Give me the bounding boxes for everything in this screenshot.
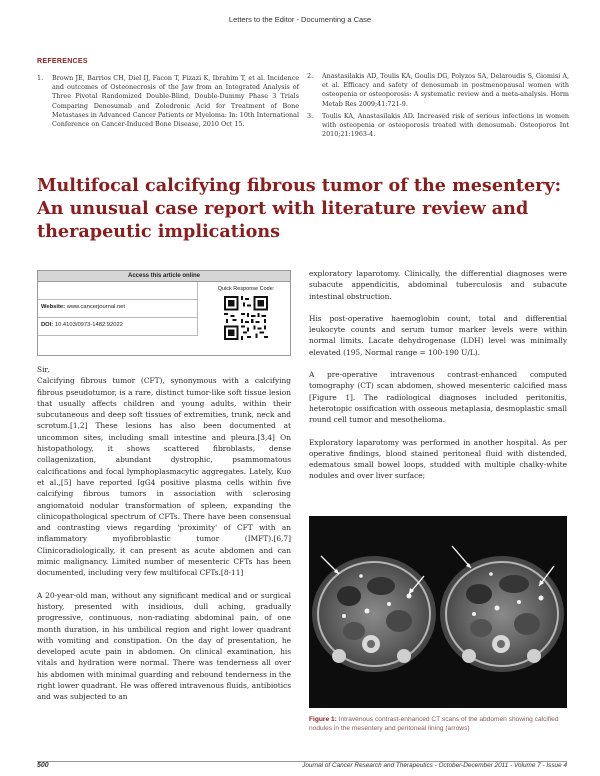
body-paragraph: A 20-year-old man, without any significant medical and or surgical history, presented with insidious, dull aching, gradually progressive, continuous, non-radiating abdominal pain, of one month duration, in his umbilical region and right lower quadrant with vomiting and constipation. On the day of presentation, he developed acute pain in abdomen. On clinical examination, his vitals and hydration were normal. There was tenderness all over his abdomen with minimal guarding and rebound tenderness in the right lower quadrant. He was offered intravenous fluids, antibiotics and was subjected to an xyxy=(37,590,291,702)
body-right-column xyxy=(309,268,567,493)
reference-text: Toulis KA, Anastasilakis AD. Increased risk of serious infections in women with osteopenia or osteoporosis treated with denosumab. Osteoporos Int 2010;21:1963-4. xyxy=(322,111,569,139)
reference-number: 1. xyxy=(37,74,44,82)
ct-scan-image xyxy=(309,516,567,708)
body-paragraph: Calcifying fibrous tumor (CFT), synonymous with a calcifying fibrous pseudotumor, is a rare, distinct tumor-like soft tissue lesion that usually affects children and young adults, within their subcutaneous and deep soft tissues of extremities, trunk, neck and scrotum.[1,2] These lesions has also been documented at uncommon sites, including small intestine and pleura.[3,4] On histopathology, it shows scattered fibroblasts, dense collagenization, abundant dystrophic, psammomatous calcifications and focal lymphoplasmacytic aggregates. Lately, Kuo et al.,[5] have reported IgG4 positive plasma cells within five calcifying fibrous tumors in association with sclerosing angiomatoid nodular transformation of spleen, expanding the clinicopathological spectrum of CFTs. There have been consensual and contrasting views regarding 'proximity' of CFT with an inflammatory myofibroblastic tumor (IMFT).[6,7] Clinicoradiologically, it can present as acute abdomen and can mimic malignancy. Limited number of mesenteric CFTs has been documented, including very few multifocal CFTs.[8-11] xyxy=(37,376,291,578)
website-row xyxy=(38,282,198,300)
figure-caption-text: Intravenous contrast-enhanced CT scans of the abdomen showing calcified nodules in the mesentery and peritoneal lining (arrows) xyxy=(309,716,559,732)
doi-label: DOI: xyxy=(41,322,54,328)
doi-value[interactable]: 10.4103/0973-1482.92022 xyxy=(54,322,123,328)
journal-footer: Journal of Cancer Research and Therapeutics - October-December 2011 - Volume 7 - Issue 4 xyxy=(302,762,567,769)
references-left-column xyxy=(37,74,299,132)
page-number: 500 xyxy=(37,762,49,769)
reference-item xyxy=(37,74,299,129)
running-head: Letters to the Editor - Documenting a Case xyxy=(228,15,372,24)
access-box-heading: Access this article online xyxy=(38,271,290,282)
website-label: Website: xyxy=(41,304,66,310)
body-paragraph: Exploratory laparotomy was performed in another hospital. As per operative findings, blood stained peritoneal fluid with distended, edematous small bowel loops, studded with multiple chalky-white nodules and over liver surface; xyxy=(309,437,567,481)
body-left-column xyxy=(37,364,291,714)
figure-caption xyxy=(309,716,567,734)
qr-label: Quick Response Code: xyxy=(217,286,275,292)
reference-text: Anastasilakis AD, Toulis KA, Goulis DG, Polyzos SA, Delaroudis S, Giomisi A, et al. Efficacy and safety of denosumab in postmenopausal women with osteopenia or osteoporosis: A systematic review and a meta-analysis. Horm Metab Res 2009;41:721-9. xyxy=(322,72,569,108)
reference-text: Brown JE, Barrios CH, Diel IJ, Facon T, Fizazi K, Ibrahim T, et al. Incidence and outcomes of Osteonecrosis of the Jaw from an Integrated Analysis of Three Pivotal Randomized Double-Blind, Double-Dummy Phase 3 Trials Comparing Denosumab and Zoledronic Acid for Treatment of Bone Metastases in Advanced Cancer Patients or Myeloma: In: 10th International Conference on Cancer-Induced Bone Disease, 2010 Oct 15. xyxy=(52,74,300,129)
article-title: Multifocal calcifying fibrous tumor of the mesentery: An unusual case report with literature review and therapeutic implications xyxy=(37,175,562,242)
body-paragraph: A pre-operative intravenous contrast-enhanced computed tomography (CT) scan abdomen, showed mesenteric calcified mass [Figure 1]. The radiological diagnoses included peritonitis, heterotopic ossification with osseous metaplasia, desmoplastic small round cell tumor and mesothelioma. xyxy=(309,370,567,425)
body-paragraph: exploratory laparotomy. Clinically, the differential diagnoses were subacute appendicitis, abdominal tuberculosis and subacute intestinal obstruction. xyxy=(309,269,567,301)
website-value-row[interactable] xyxy=(38,300,198,318)
salutation: Sir, xyxy=(37,365,50,374)
reference-number: 3. xyxy=(307,111,314,120)
reference-item xyxy=(307,112,569,140)
website-link[interactable]: www.cancerjournal.net xyxy=(66,304,126,310)
figure-label: Figure 1: xyxy=(309,716,337,723)
body-paragraph: His post-operative haemoglobin count, total and differential leukocyte counts and serum tumor marker levels were within normal limits. Lacate dehydrogenase (LDH) level was minimally elevated (195, Normal range = 100-190 U/L). xyxy=(309,313,567,357)
figure-1 xyxy=(309,516,567,712)
reference-item xyxy=(307,72,569,109)
ct-slice-left xyxy=(312,556,436,672)
doi-row[interactable] xyxy=(38,318,198,336)
references-right-column xyxy=(307,58,569,142)
reference-number: 2. xyxy=(307,72,314,80)
references-heading: REFERENCES xyxy=(37,58,88,65)
qr-code-icon[interactable] xyxy=(224,296,268,340)
access-article-box xyxy=(37,270,291,356)
